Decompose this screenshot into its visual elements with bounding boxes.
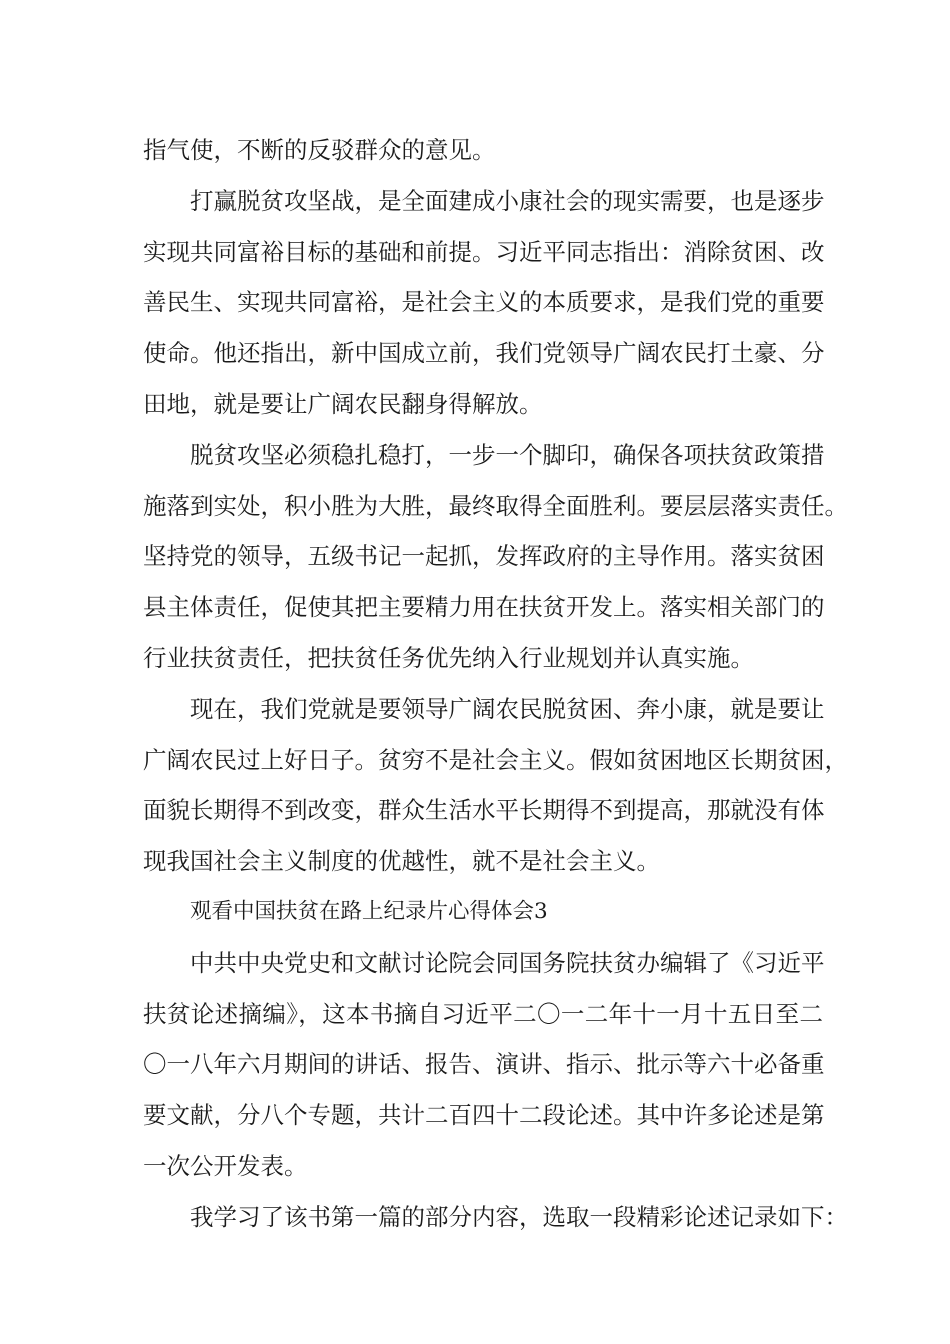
text-line: 扶贫论述摘编》，这本书摘自习近平二〇一二年十一月十五日至二 — [143, 999, 823, 1028]
text-line: 指气使，不断的反驳群众的意见。 — [143, 136, 496, 164]
text-line: 〇一八年六月期间的讲话、报告、演讲、指示、批示等六十必备重 — [143, 1050, 825, 1079]
text-line: 中共中央党史和文献讨论院会同国务院扶贫办编辑了《习近平 — [190, 948, 825, 977]
text-line: 坚持党的领导，五级书记一起抓，发挥政府的主导作用。落实贫困 — [143, 542, 825, 571]
paragraph-lead-farmers — [143, 684, 848, 887]
paragraph-continuation — [143, 125, 823, 176]
text-line: 行业扶贫责任，把扶贫任务优先纳入行业规划并认真实施。 — [143, 643, 754, 672]
paragraph-steady-progress — [143, 430, 848, 684]
text-line: 我学习了该书第一篇的部分内容，选取一段精彩论述记录如下： — [190, 1202, 848, 1231]
text-line: 广阔农民过上好日子。贫穷不是社会主义。假如贫困地区长期贫困， — [143, 745, 848, 774]
paragraph-study-note — [143, 1192, 848, 1243]
text-line: 善民生、实现共同富裕，是社会主义的本质要求，是我们党的重要 — [143, 288, 825, 317]
text-line: 现我国社会主义制度的优越性，就不是社会主义。 — [143, 847, 660, 876]
paragraph-book-compilation — [143, 938, 823, 1192]
text-line: 田地，就是要让广阔农民翻身得解放。 — [143, 389, 543, 418]
section-heading — [143, 887, 823, 938]
text-line: 面貌长期得不到改变，群众生活水平长期得不到提高，那就没有体 — [143, 796, 825, 825]
text-line: 现在，我们党就是要领导广阔农民脱贫困、奔小康，就是要让 — [190, 694, 825, 723]
text-line: 一次公开发表。 — [143, 1151, 308, 1180]
text-line: 要文献，分八个专题，共计二百四十二段论述。其中许多论述是第 — [143, 1101, 825, 1130]
text-line: 使命。他还指出，新中国成立前，我们党领导广阔农民打土豪、分 — [143, 339, 825, 368]
text-line: 打赢脱贫攻坚战，是全面建成小康社会的现实需要，也是逐步 — [190, 186, 825, 215]
text-line: 实现共同富裕目标的基础和前提。习近平同志指出：消除贫困、改 — [143, 237, 825, 266]
paragraph-poverty-battle — [143, 176, 823, 430]
text-line: 县主体责任，促使其把主要精力用在扶贫开发上。落实相关部门的 — [143, 593, 825, 622]
section-heading-text: 观看中国扶贫在路上纪录片心得体会3 — [190, 898, 548, 924]
text-line: 施落到实处，积小胜为大胜，最终取得全面胜利。要层层落实责任。 — [143, 491, 848, 520]
text-line: 脱贫攻坚必须稳扎稳打，一步一个脚印，确保各项扶贫政策措 — [190, 440, 825, 469]
document-body — [143, 125, 848, 1243]
